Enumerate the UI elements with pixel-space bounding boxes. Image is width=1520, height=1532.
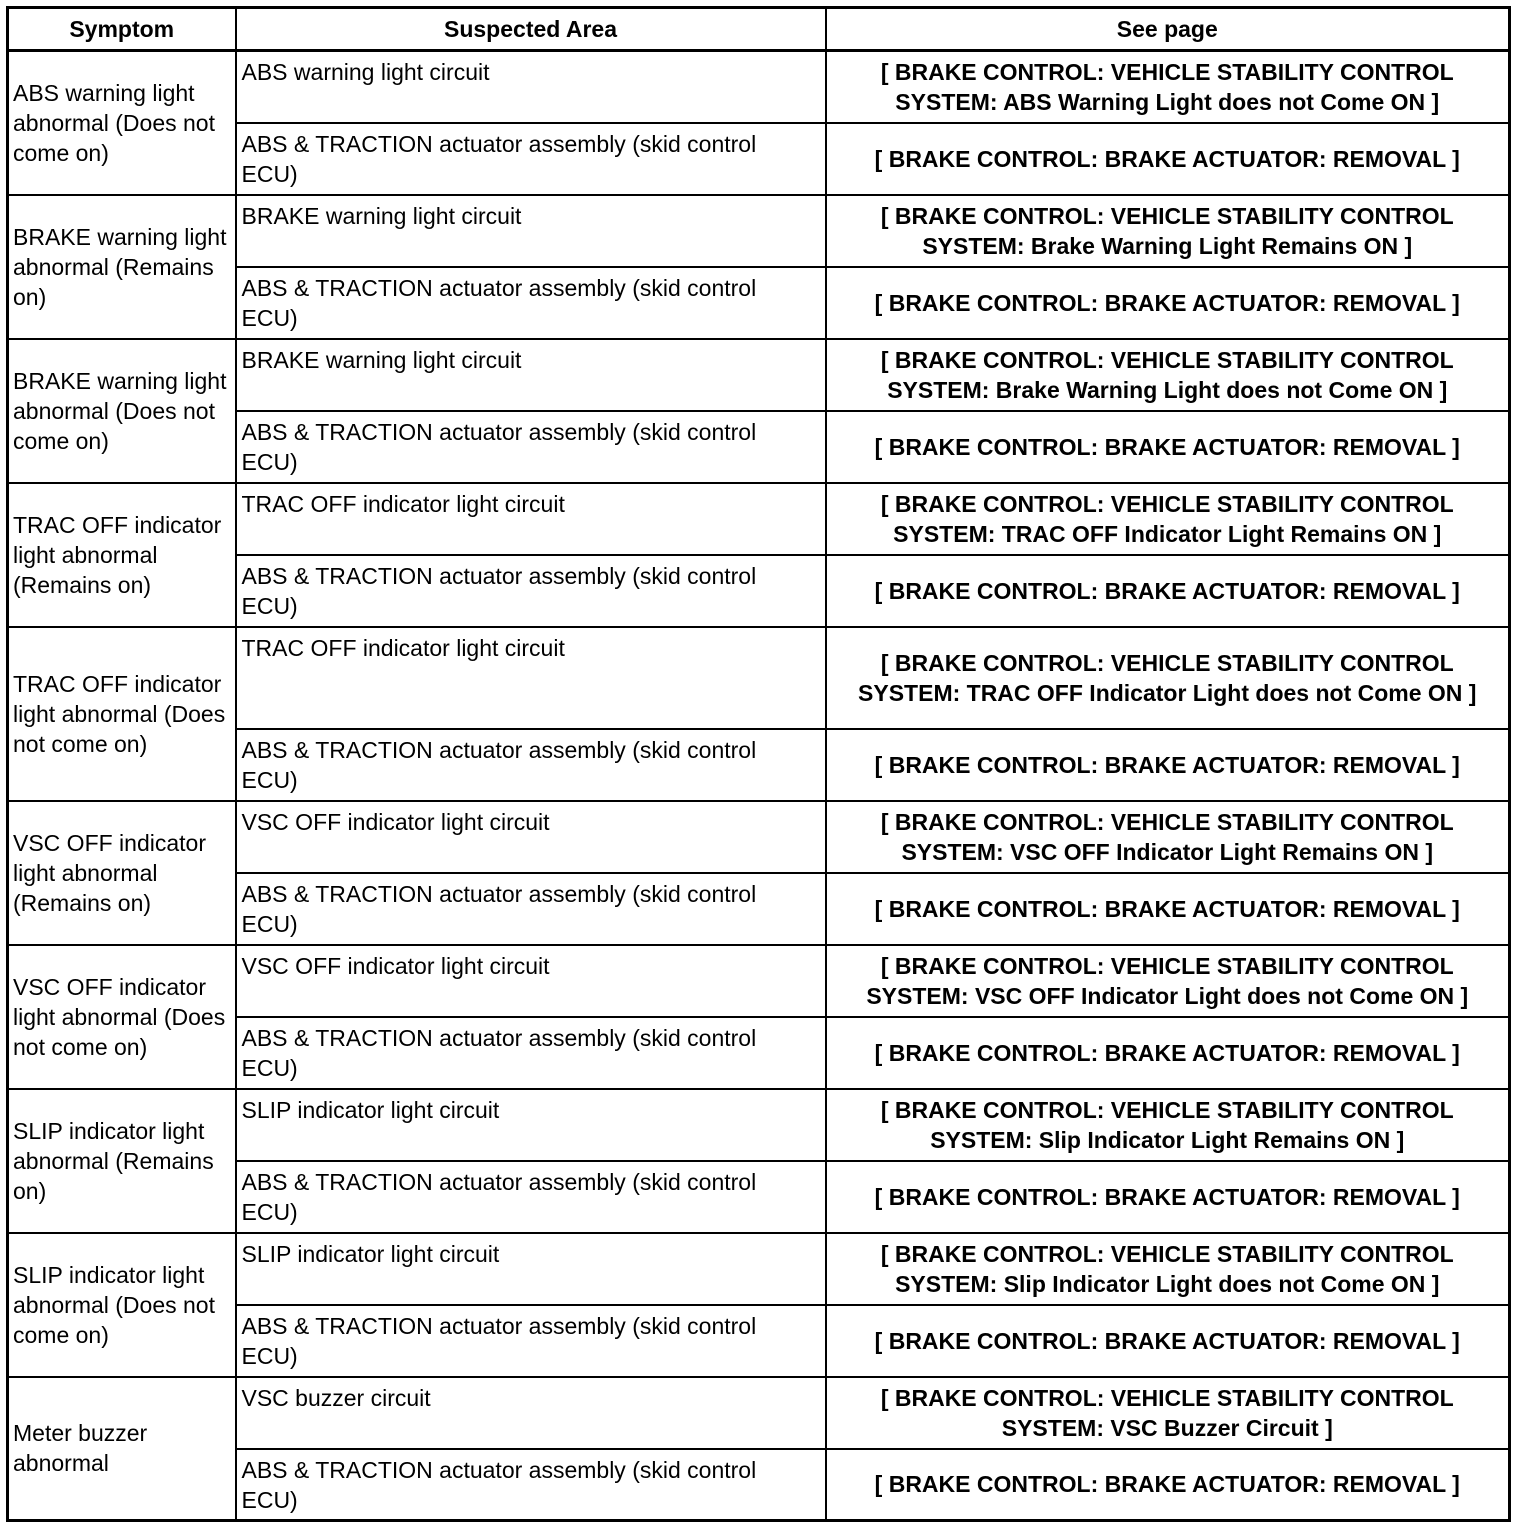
symptom-cell: BRAKE warning light abnormal (Remains on) [8, 195, 236, 339]
suspected-area-cell: ABS & TRACTION actuator assembly (skid control ECU) [236, 729, 826, 801]
see-page-link[interactable]: [ BRAKE CONTROL: BRAKE ACTUATOR: REMOVAL ] [826, 1017, 1510, 1089]
table-row [8, 801, 1510, 873]
suspected-area-cell: ABS & TRACTION actuator assembly (skid control ECU) [236, 411, 826, 483]
table-row [8, 945, 1510, 1017]
suspected-area-cell: ABS & TRACTION actuator assembly (skid control ECU) [236, 1305, 826, 1377]
table-row [8, 339, 1510, 411]
table-row [8, 1377, 1510, 1449]
symptom-cell: VSC OFF indicator light abnormal (Does not come on) [8, 945, 236, 1089]
symptom-cell: TRAC OFF indicator light abnormal (Remains on) [8, 483, 236, 627]
see-page-link[interactable]: [ BRAKE CONTROL: VEHICLE STABILITY CONTROL SYSTEM: VSC Buzzer Circuit ] [826, 1377, 1510, 1449]
header-row [8, 8, 1510, 51]
table-row [8, 1089, 1510, 1161]
see-page-link[interactable]: [ BRAKE CONTROL: BRAKE ACTUATOR: REMOVAL ] [826, 411, 1510, 483]
problem-symptoms-table [6, 6, 1511, 1522]
suspected-area-cell: VSC buzzer circuit [236, 1377, 826, 1449]
suspected-area-cell: ABS & TRACTION actuator assembly (skid control ECU) [236, 123, 826, 195]
see-page-link[interactable]: [ BRAKE CONTROL: VEHICLE STABILITY CONTROL SYSTEM: Brake Warning Light Remains ON ] [826, 195, 1510, 267]
see-page-link[interactable]: [ BRAKE CONTROL: BRAKE ACTUATOR: REMOVAL ] [826, 729, 1510, 801]
problem-symptoms-table-container [6, 6, 1508, 1522]
suspected-area-cell: ABS & TRACTION actuator assembly (skid control ECU) [236, 1449, 826, 1521]
symptom-cell: Meter buzzer abnormal [8, 1377, 236, 1521]
symptom-cell: VSC OFF indicator light abnormal (Remains on) [8, 801, 236, 945]
suspected-area-cell: TRAC OFF indicator light circuit [236, 627, 826, 729]
see-page-link[interactable]: [ BRAKE CONTROL: VEHICLE STABILITY CONTROL SYSTEM: VSC OFF Indicator Light does not Come ON ] [826, 945, 1510, 1017]
see-page-link[interactable]: [ BRAKE CONTROL: BRAKE ACTUATOR: REMOVAL ] [826, 555, 1510, 627]
suspected-area-cell: SLIP indicator light circuit [236, 1233, 826, 1305]
suspected-area-cell: ABS & TRACTION actuator assembly (skid control ECU) [236, 873, 826, 945]
table-row [8, 1233, 1510, 1305]
see-page-link[interactable]: [ BRAKE CONTROL: VEHICLE STABILITY CONTROL SYSTEM: TRAC OFF Indicator Light does not Come ON ] [826, 627, 1510, 729]
header-see-page: See page [826, 8, 1510, 51]
suspected-area-cell: VSC OFF indicator light circuit [236, 945, 826, 1017]
suspected-area-cell: ABS warning light circuit [236, 51, 826, 123]
see-page-link[interactable]: [ BRAKE CONTROL: BRAKE ACTUATOR: REMOVAL ] [826, 267, 1510, 339]
symptom-cell: SLIP indicator light abnormal (Remains on) [8, 1089, 236, 1233]
table-row [8, 51, 1510, 123]
suspected-area-cell: ABS & TRACTION actuator assembly (skid control ECU) [236, 1017, 826, 1089]
see-page-link[interactable]: [ BRAKE CONTROL: VEHICLE STABILITY CONTROL SYSTEM: VSC OFF Indicator Light Remains ON ] [826, 801, 1510, 873]
table-row [8, 483, 1510, 555]
see-page-link[interactable]: [ BRAKE CONTROL: BRAKE ACTUATOR: REMOVAL ] [826, 1449, 1510, 1521]
see-page-link[interactable]: [ BRAKE CONTROL: VEHICLE STABILITY CONTROL SYSTEM: Slip Indicator Light does not Come ON ] [826, 1233, 1510, 1305]
see-page-link[interactable]: [ BRAKE CONTROL: VEHICLE STABILITY CONTROL SYSTEM: ABS Warning Light does not Come ON ] [826, 51, 1510, 123]
symptom-cell: BRAKE warning light abnormal (Does not come on) [8, 339, 236, 483]
see-page-link[interactable]: [ BRAKE CONTROL: BRAKE ACTUATOR: REMOVAL ] [826, 1305, 1510, 1377]
suspected-area-cell: ABS & TRACTION actuator assembly (skid control ECU) [236, 1161, 826, 1233]
suspected-area-cell: BRAKE warning light circuit [236, 339, 826, 411]
header-symptom: Symptom [8, 8, 236, 51]
symptom-cell: SLIP indicator light abnormal (Does not come on) [8, 1233, 236, 1377]
suspected-area-cell: SLIP indicator light circuit [236, 1089, 826, 1161]
see-page-link[interactable]: [ BRAKE CONTROL: VEHICLE STABILITY CONTROL SYSTEM: Brake Warning Light does not Come ON ] [826, 339, 1510, 411]
table-row [8, 627, 1510, 729]
suspected-area-cell: VSC OFF indicator light circuit [236, 801, 826, 873]
see-page-link[interactable]: [ BRAKE CONTROL: VEHICLE STABILITY CONTROL SYSTEM: Slip Indicator Light Remains ON ] [826, 1089, 1510, 1161]
header-suspected-area: Suspected Area [236, 8, 826, 51]
see-page-link[interactable]: [ BRAKE CONTROL: BRAKE ACTUATOR: REMOVAL ] [826, 1161, 1510, 1233]
see-page-link[interactable]: [ BRAKE CONTROL: VEHICLE STABILITY CONTROL SYSTEM: TRAC OFF Indicator Light Remains ON ] [826, 483, 1510, 555]
table-row [8, 195, 1510, 267]
suspected-area-cell: TRAC OFF indicator light circuit [236, 483, 826, 555]
suspected-area-cell: BRAKE warning light circuit [236, 195, 826, 267]
symptom-cell: ABS warning light abnormal (Does not come on) [8, 51, 236, 195]
see-page-link[interactable]: [ BRAKE CONTROL: BRAKE ACTUATOR: REMOVAL ] [826, 873, 1510, 945]
see-page-link[interactable]: [ BRAKE CONTROL: BRAKE ACTUATOR: REMOVAL ] [826, 123, 1510, 195]
suspected-area-cell: ABS & TRACTION actuator assembly (skid control ECU) [236, 555, 826, 627]
symptom-cell: TRAC OFF indicator light abnormal (Does not come on) [8, 627, 236, 801]
suspected-area-cell: ABS & TRACTION actuator assembly (skid control ECU) [236, 267, 826, 339]
